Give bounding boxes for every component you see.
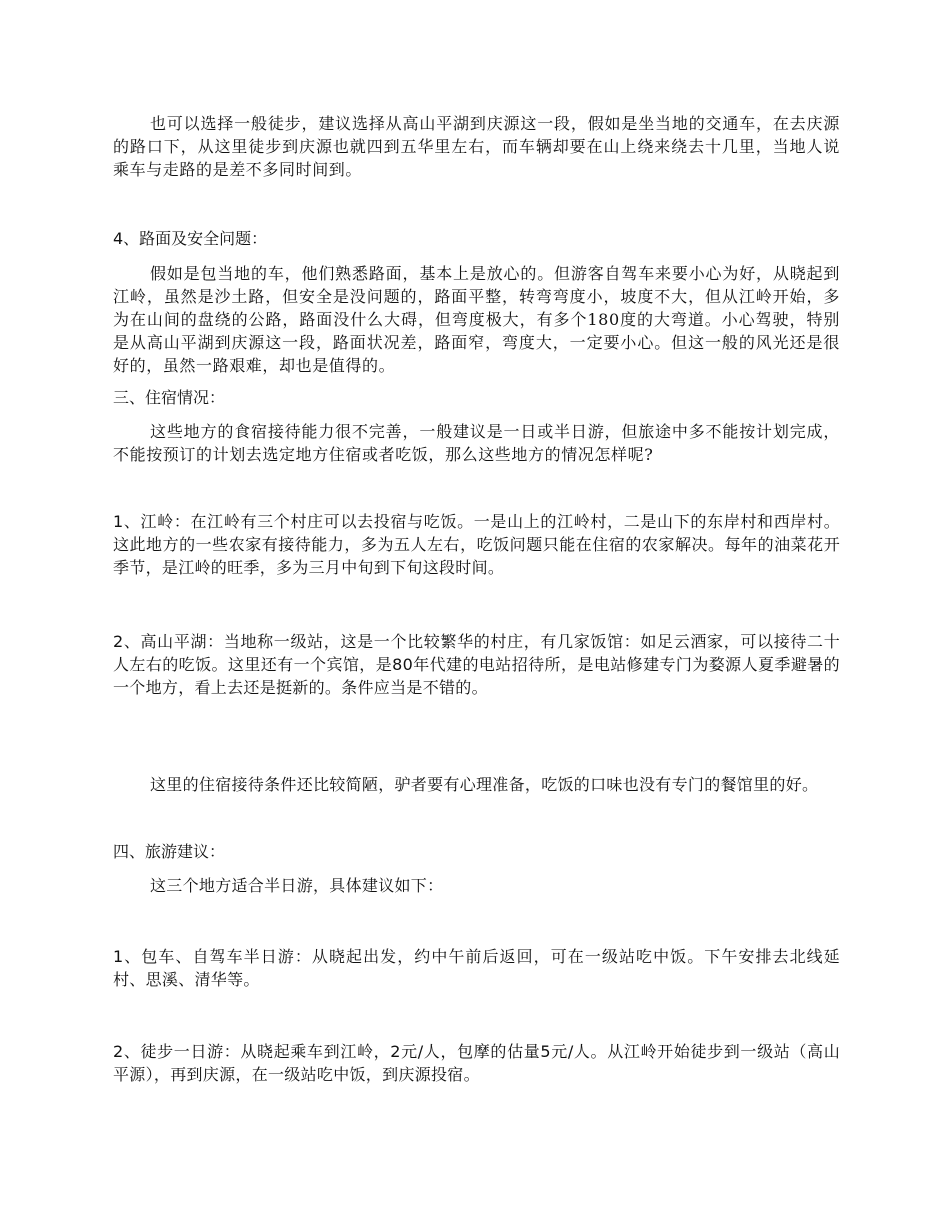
paragraph-accommodation-intro: 这些地方的食宿接待能力很不完善，一般建议是一日或半日游，但旅途中多不能按计划完成，不能按预订的计划去选定地方住宿或者吃饭，那么这些地方的情况怎样呢? — [113, 422, 840, 464]
paragraph-hiking-one-day: 2、徒步一日游：从晓起乘车到江岭，2元/人，包摩的估量5元/人。从江岭开始徒步到一级站（高山平源），再到庆源，在一级站吃中饭，到庆源投宿。 — [113, 1042, 840, 1084]
heading-travel-suggestions: 四、旅游建议： — [113, 842, 226, 861]
paragraph-gaoshan-pinghu: 2、高山平湖：当地称一级站，这是一个比较繁华的村庄，有几家饭馆：如足云酒家，可以接待二十人左右的吃饭。这里还有一个宾馆，是80年代建的电站招待所，是电站修建专门为婺源人夏季避暑的一个地方，看上去还是挺新的。条件应当是不错的。 — [113, 632, 840, 697]
paragraph-jiangling: 1、江岭：在江岭有三个村庄可以去投宿与吃饭。一是山上的江岭村，二是山下的东岸村和西岸村。这此地方的一些农家有接待能力，多为五人左右，吃饭问题只能在住宿的农家解决。每年的油菜花开季节，是江岭的旺季，多为三月中旬到下旬这段时间。 — [113, 512, 840, 577]
heading-accommodation: 三、住宿情况： — [113, 388, 226, 407]
paragraph-hiking-suggestion: 也可以选择一般徒步，建议选择从高山平湖到庆源这一段，假如是坐当地的交通车，在去庆源的路口下，从这里徒步到庆源也就四到五华里左右，而车辆却要在山上绕来绕去十几里，当地人说乘车与走路的是差不多同时间到。 — [113, 114, 840, 179]
paragraph-road-safety: 假如是包当地的车，他们熟悉路面，基本上是放心的。但游客自驾车来要小心为好，从晓起到江岭，虽然是沙土路，但安全是没问题的，路面平整，转弯弯度小，坡度不大，但从江岭开始，多为在山间的盘绕的公路，路面没什么大碍，但弯度极大，有多个180度的大弯道。小心驾驶，特别是从高山平湖到庆源这一段，路面状况差，路面窄，弯度大，一定要小心。但这一般的风光还是很好的，虽然一路艰难，却也是值得的。 — [113, 264, 840, 375]
paragraph-car-half-day: 1、包车、自驾车半日游：从晓起出发，约中午前后返回，可在一级站吃中饭。下午安排去北线延村、思溪、清华等。 — [113, 947, 840, 989]
paragraph-lodging-conditions: 这里的住宿接待条件还比较简陋，驴者要有心理准备，吃饭的口味也没有专门的餐馆里的好。 — [150, 775, 819, 794]
heading-road-safety: 4、路面及安全问题： — [113, 229, 268, 248]
paragraph-half-day-intro: 这三个地方适合半日游，具体建议如下： — [150, 876, 444, 895]
